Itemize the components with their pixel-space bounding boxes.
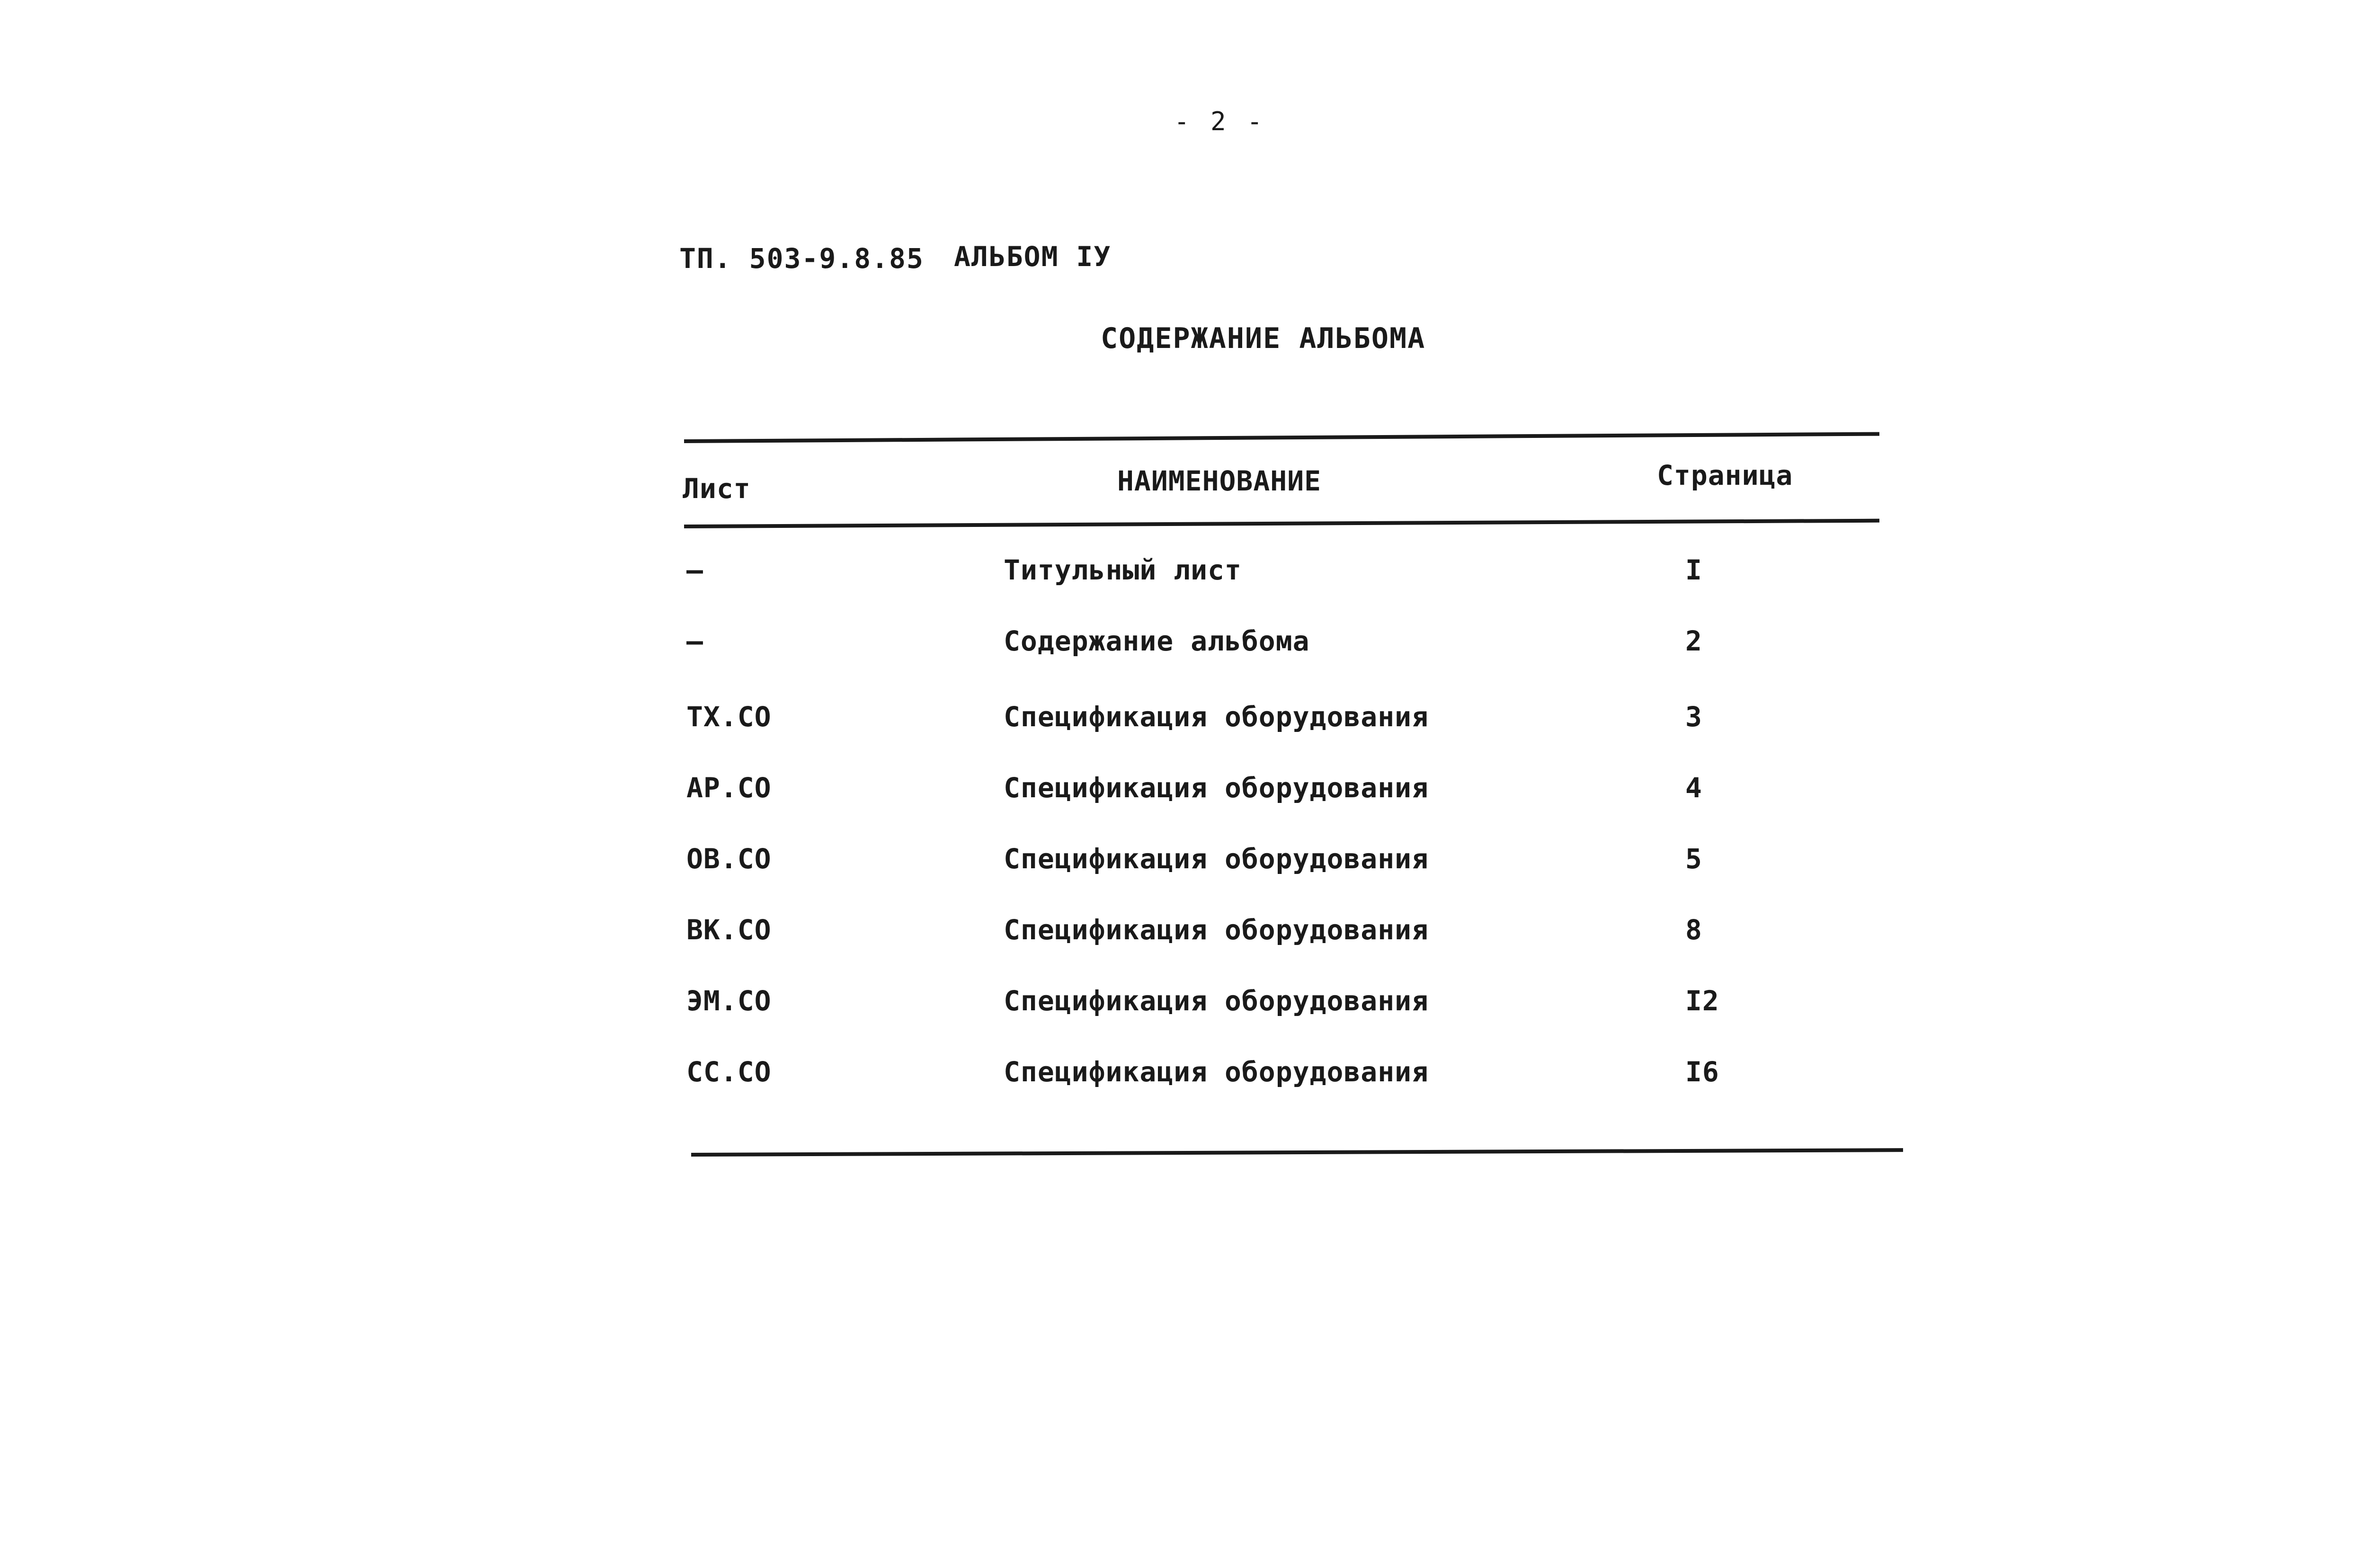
row-page: 8 [1685, 914, 1702, 946]
table-row [0, 701, 2367, 753]
table-row [0, 914, 2367, 966]
column-header-name: НАИМЕНОВАНИЕ [1117, 465, 1322, 497]
row-name: Спецификация оборудования [1004, 985, 1429, 1017]
row-page: 3 [1685, 701, 1702, 733]
table-bottom-rule [691, 1148, 1903, 1157]
row-name: Спецификация оборудования [1004, 701, 1429, 733]
table-row [0, 1056, 2367, 1108]
row-page: 4 [1685, 772, 1702, 804]
table-row [0, 625, 2367, 677]
row-sheet: – [686, 554, 703, 586]
row-page: I6 [1685, 1056, 1719, 1088]
row-sheet: ВК.СО [686, 914, 772, 946]
row-sheet: СС.СО [686, 1056, 772, 1088]
document-code: ТП. 503-9.8.85 [679, 242, 924, 275]
album-label: АЛЬБОМ IУ [954, 241, 1112, 273]
row-sheet: АР.СО [686, 772, 772, 804]
row-name: Содержание альбома [1004, 625, 1310, 657]
table-row [0, 554, 2367, 606]
column-header-sheet: Лист [683, 472, 751, 505]
row-name: Спецификация оборудования [1004, 914, 1429, 946]
row-page: I [1685, 554, 1702, 586]
row-name: Титульный лист [1004, 554, 1242, 586]
row-sheet: ЭМ.СО [686, 985, 772, 1017]
table-row [0, 985, 2367, 1037]
row-sheet: – [686, 625, 703, 657]
table-top-rule [684, 432, 1879, 443]
table-header-rule [684, 519, 1879, 528]
row-name: Спецификация оборудования [1004, 772, 1429, 804]
row-name: Спецификация оборудования [1004, 843, 1429, 875]
row-sheet: ТХ.СО [686, 701, 772, 733]
page-number: - 2 - [1174, 107, 1265, 136]
row-page: 5 [1685, 843, 1702, 875]
table-row [0, 843, 2367, 895]
contents-title: СОДЕРЖАНИЕ АЛЬБОМА [1101, 322, 1426, 355]
row-sheet: ОВ.СО [686, 843, 772, 875]
table-row [0, 772, 2367, 824]
column-header-page: Страница [1657, 459, 1793, 491]
row-page: 2 [1685, 625, 1702, 657]
row-page: I2 [1685, 985, 1719, 1017]
row-name: Спецификация оборудования [1004, 1056, 1429, 1088]
